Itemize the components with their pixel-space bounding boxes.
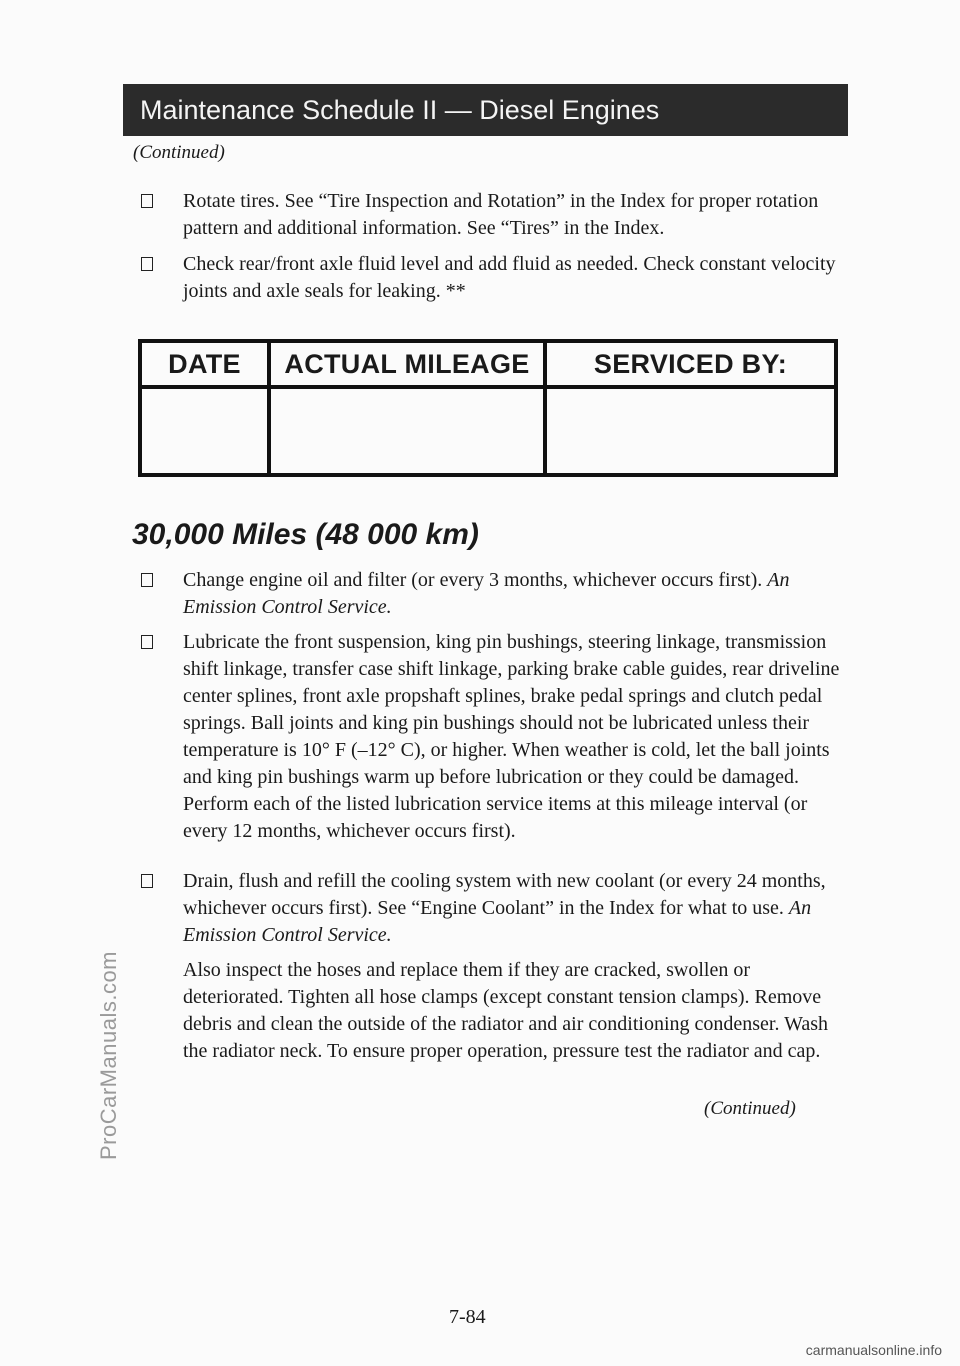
serviced-by-cell[interactable] bbox=[545, 387, 836, 475]
emission-note: An Emission Control Service. bbox=[183, 897, 812, 946]
checklist-item bbox=[141, 567, 841, 621]
continued-label-bottom: (Continued) bbox=[704, 1098, 796, 1119]
item-text: Rotate tires. See “Tire Inspection and Rotation” in the Index for proper rotation pattern and additional information. See “Tires” in the Index. bbox=[183, 190, 819, 239]
page-number: 7-84 bbox=[449, 1306, 486, 1328]
checklist-item bbox=[141, 868, 841, 949]
continued-label-top: (Continued) bbox=[133, 142, 225, 163]
checkbox-icon[interactable] bbox=[141, 573, 153, 587]
item-text: Drain, flush and refill the cooling system with new coolant (or every 24 months, whichever occurs first). See “Engine Coolant” in the Index for what to use. An Emission Control Service. bbox=[183, 870, 826, 946]
column-header-mileage: ACTUAL MILEAGE bbox=[269, 341, 545, 387]
service-record-table bbox=[138, 339, 838, 477]
date-cell[interactable] bbox=[140, 387, 269, 475]
emission-note: An Emission Control Service. bbox=[183, 569, 790, 618]
checklist-item bbox=[141, 251, 841, 305]
item-text: Change engine oil and filter (or every 3 months, whichever occurs first). An Emission Control Service. bbox=[183, 569, 790, 618]
section-heading: 30,000 Miles (48 000 km) bbox=[132, 518, 479, 551]
column-header-date: DATE bbox=[140, 341, 269, 387]
checkbox-icon[interactable] bbox=[141, 874, 153, 888]
side-watermark: ProCarManuals.com bbox=[96, 950, 121, 1160]
column-header-serviced-by: SERVICED BY: bbox=[545, 341, 836, 387]
checkbox-icon[interactable] bbox=[141, 257, 153, 271]
page-header: Maintenance Schedule II — Diesel Engines bbox=[123, 84, 848, 136]
checklist-item bbox=[141, 188, 841, 242]
item-text: Lubricate the front suspension, king pin bushings, steering linkage, transmission shift linkage, transfer case shift linkage, parking brake cable guides, rear driveline center splines, front axle propshaft splines, brake pedal springs and clutch pedal springs. Ball joints and king pin bushings should not be lubricated unless their temperature is 10° F (–12° C), or higher. When weather is cold, let the ball joints and king pin bushings warm up before lubrication or they could be damaged. Perform each of the listed lubrication service items at this mileage interval (or every 12 months, whichever occurs first). bbox=[183, 631, 840, 842]
item-text: Check rear/front axle fluid level and add fluid as needed. Check constant velocity joints and axle seals for leaking. ** bbox=[183, 253, 836, 302]
cooling-paragraph: Also inspect the hoses and replace them if they are cracked, swollen or deteriorated. Tighten all hose clamps (except constant tension clamps). Remove debris and clean the outside of the radiator and air conditioning condenser. Wash the radiator neck. To ensure proper operation, pressure test the radiator and cap. bbox=[183, 959, 829, 1062]
checklist-item bbox=[141, 629, 841, 845]
bottom-watermark: carmanualsonline.info bbox=[805, 1342, 942, 1358]
checkbox-icon[interactable] bbox=[141, 194, 153, 208]
mileage-cell[interactable] bbox=[269, 387, 545, 475]
checkbox-icon[interactable] bbox=[141, 635, 153, 649]
